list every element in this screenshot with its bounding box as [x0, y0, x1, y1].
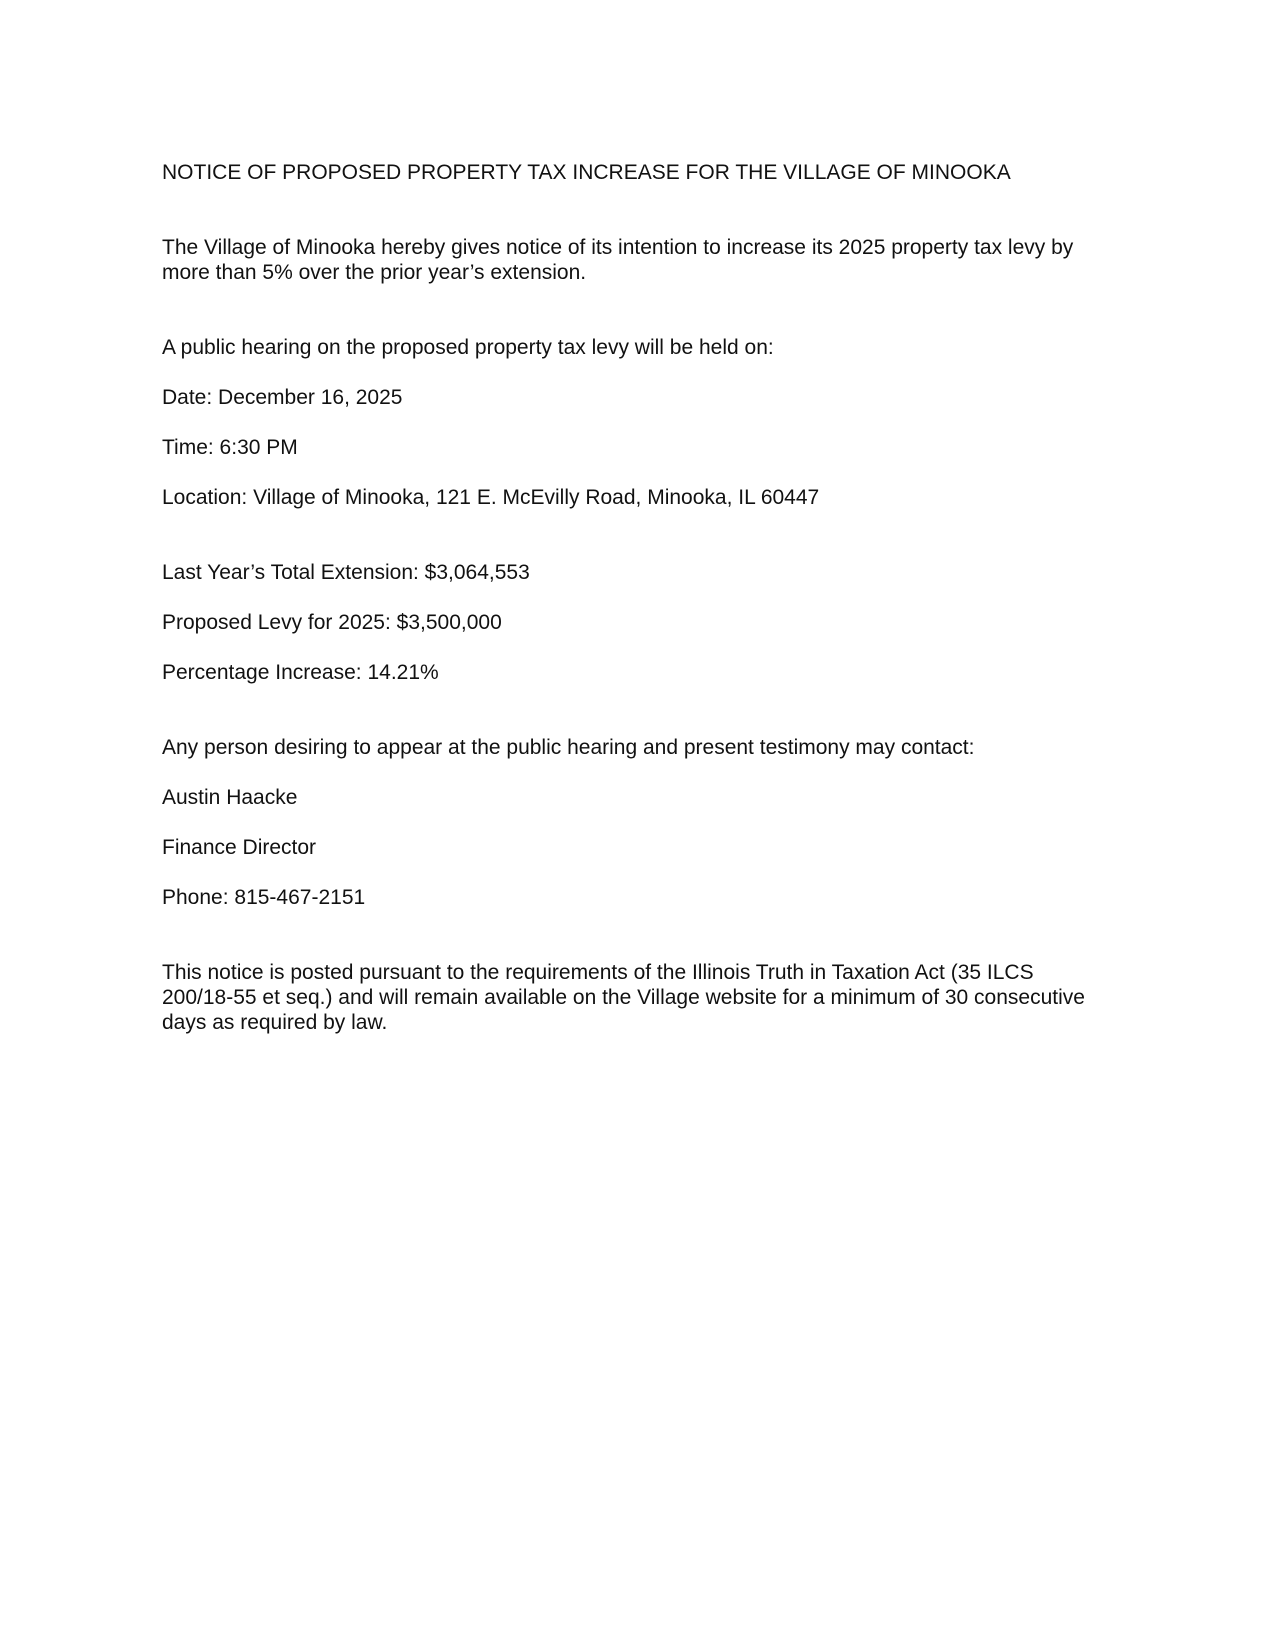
contact-lead: Any person desiring to appear at the public hearing and present testimony may contact: [162, 736, 975, 759]
levy-figures-section [162, 560, 1092, 685]
notice-title: NOTICE OF PROPOSED PROPERTY TAX INCREASE FOR THE VILLAGE OF MINOOKA [162, 161, 1011, 184]
hearing-location: Location: Village of Minooka, 121 E. McEvilly Road, Minooka, IL 60447 [162, 486, 820, 509]
contact-role: Finance Director [162, 836, 317, 859]
hearing-section [162, 335, 1092, 510]
notice-body [162, 160, 1092, 1035]
intro-paragraph: The Village of Minooka hereby gives notice of its intention to increase its 2025 property tax levy by more than 5% over the prior year’s extension. [162, 236, 1074, 284]
percentage-increase: Percentage Increase: 14.21% [162, 661, 439, 684]
hearing-lead: A public hearing on the proposed property tax levy will be held on: [162, 336, 774, 359]
contact-name: Austin Haacke [162, 786, 298, 809]
contact-section [162, 735, 1092, 910]
closing-paragraph: This notice is posted pursuant to the requirements of the Illinois Truth in Taxation Act (35 ILCS 200/18-55 et seq.) and will remain available on the Village website for a minimum of 30 consecutive days as required by law. [162, 961, 1085, 1034]
hearing-date: Date: December 16, 2025 [162, 386, 403, 409]
contact-phone: Phone: 815-467-2151 [162, 886, 366, 909]
last-year-extension: Last Year’s Total Extension: $3,064,553 [162, 561, 530, 584]
hearing-time: Time: 6:30 PM [162, 436, 298, 459]
proposed-levy: Proposed Levy for 2025: $3,500,000 [162, 611, 502, 634]
